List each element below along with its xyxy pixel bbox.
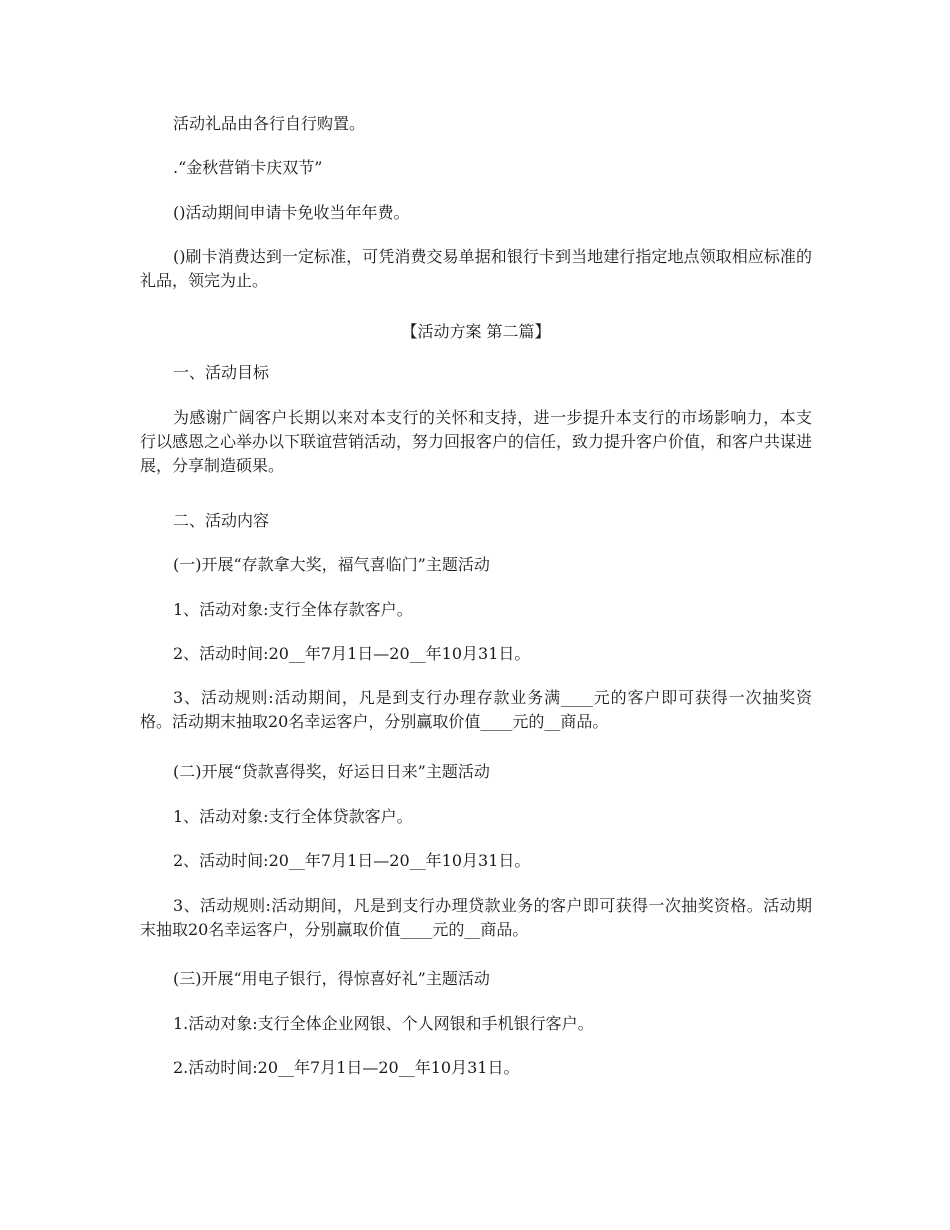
heading-activity-content: 二、活动内容 xyxy=(173,511,270,530)
heading-deposit-activity: (一)开展“存款拿大奖，福气喜临门”主题活动 xyxy=(173,555,490,574)
paragraph-card-spending: ()刷卡消费达到一定标准，可凭消费交易单据和银行卡到当地建行指定地点领取相应标准的礼品，领完为止。 xyxy=(140,247,812,290)
item-loan-rules: 3、活动规则:活动期间，凡是到支行办理贷款业务的客户即可获得一次抽奖资格。活动期末抽取20名幸运客户，分别赢取价值____元的__商品。 xyxy=(140,896,812,939)
item-deposit-rules: 3、活动规则:活动期间，凡是到支行办理存款业务满____元的客户即可获得一次抽奖资格。活动期末抽取20名幸运客户，分别赢取价值____元的__商品。 xyxy=(140,688,812,731)
item-ebank-time: 2.活动时间:20__年7月1日—20__年10月31日。 xyxy=(173,1058,520,1077)
paragraph-annual-fee: ()活动期间申请卡免收当年年费。 xyxy=(173,203,410,222)
item-deposit-target: 1、活动对象:支行全体存款客户。 xyxy=(173,600,413,619)
paragraph-gift-purchase: 活动礼品由各行自行购置。 xyxy=(173,114,366,133)
item-deposit-time: 2、活动时间:20__年7月1日—20__年10月31日。 xyxy=(173,644,531,663)
paragraph-golden-autumn: .“金秋营销卡庆双节” xyxy=(173,158,323,177)
item-loan-time: 2、活动时间:20__年7月1日—20__年10月31日。 xyxy=(173,851,531,870)
section-title-plan-two: 【活动方案 第二篇】 xyxy=(401,322,551,341)
item-loan-target: 1、活动对象:支行全体贷款客户。 xyxy=(173,807,413,826)
heading-activity-goal: 一、活动目标 xyxy=(173,363,270,382)
paragraph-goal-body: 为感谢广阔客户长期以来对本支行的关怀和支持，进一步提升本支行的市场影响力，本支行以感恩之心举办以下联谊营销活动，努力回报客户的信任，致力提升客户价值，和客户共谋进展，分享制造硕果。 xyxy=(140,408,813,475)
heading-loan-activity: (二)开展“贷款喜得奖，好运日日来”主题活动 xyxy=(173,762,490,781)
heading-ebank-activity: (三)开展“用电子银行，得惊喜好礼”主题活动 xyxy=(173,969,490,988)
item-ebank-target: 1.活动对象:支行全体企业网银、个人网银和手机银行客户。 xyxy=(173,1014,594,1033)
